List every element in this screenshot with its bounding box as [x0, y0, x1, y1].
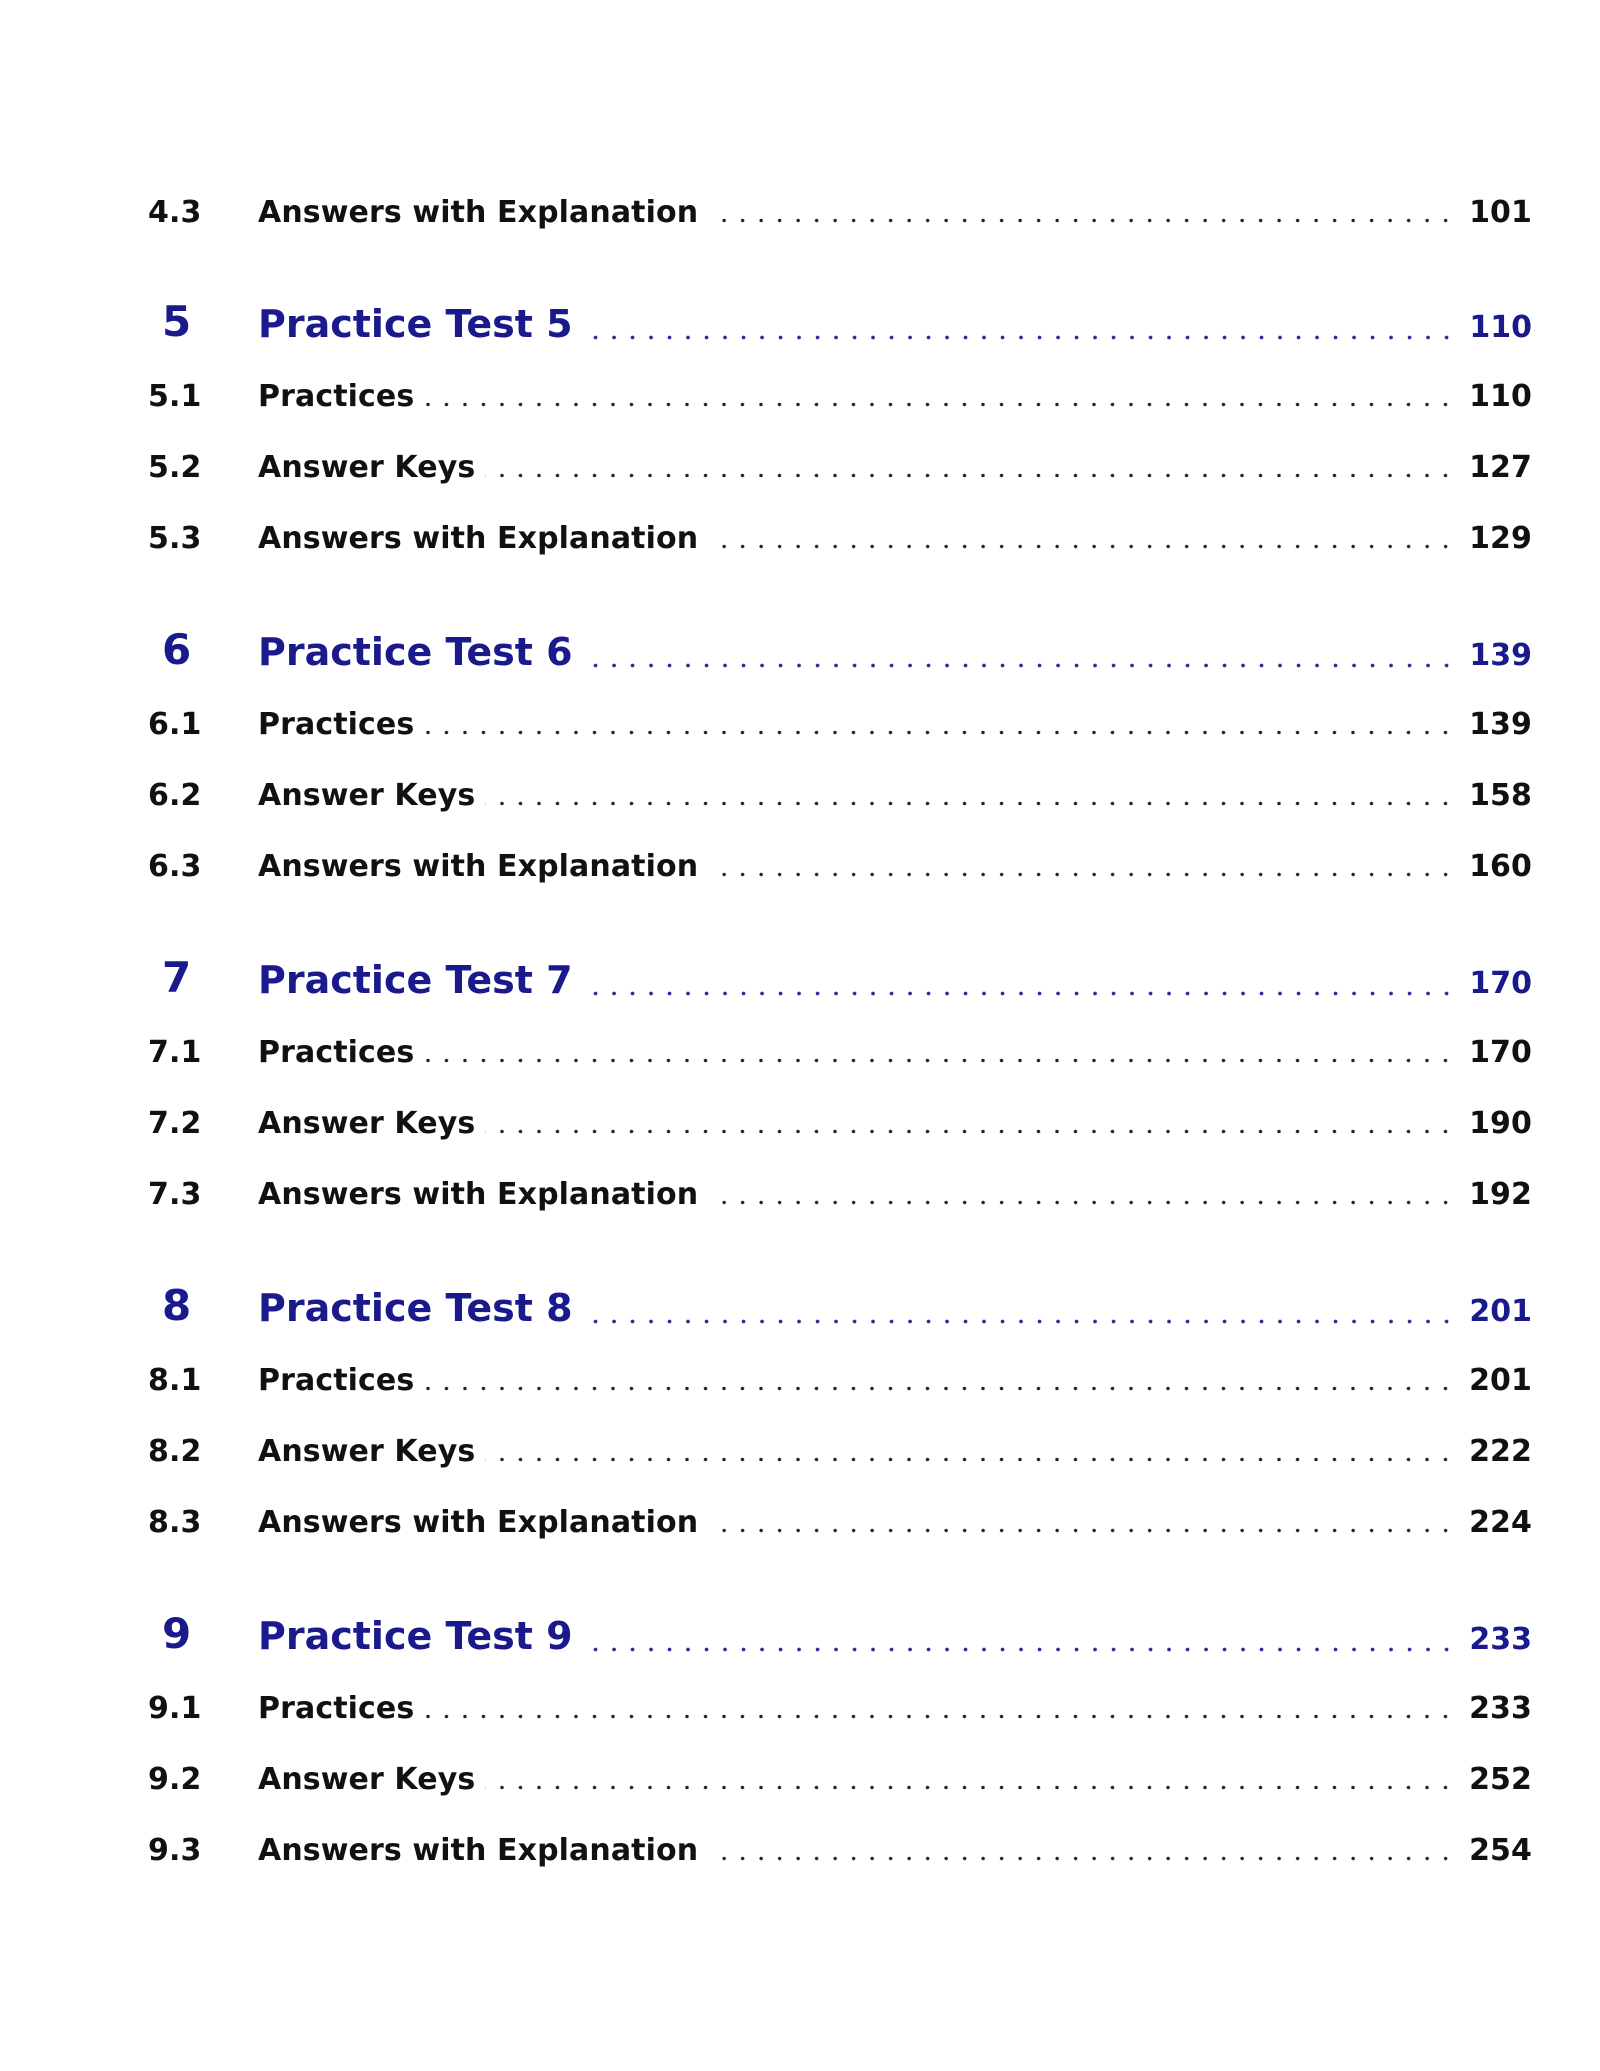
toc-entry-8-2[interactable] [148, 1429, 1532, 1469]
dot-leader [424, 1058, 1455, 1063]
section-number: 4.3 [148, 195, 202, 230]
dot-leader [708, 1856, 1455, 1861]
toc-chapter-5[interactable] [148, 292, 1532, 346]
toc-entry-7-1[interactable] [148, 1030, 1532, 1070]
section-title: Answers with Explanation [258, 1833, 699, 1868]
dot-leader [708, 1200, 1455, 1205]
dot-leader [485, 1129, 1455, 1134]
page-number: 170 [1469, 966, 1532, 1001]
toc-chapter-6[interactable] [148, 620, 1532, 674]
chapter-number: 9 [162, 1609, 192, 1658]
chapter-title: Practice Test 5 [258, 302, 573, 346]
toc-entry-7-3[interactable] [148, 1172, 1532, 1212]
section-number: 8.3 [148, 1505, 202, 1540]
dot-leader [708, 218, 1455, 223]
dot-leader [708, 872, 1455, 877]
chapter-title: Practice Test 8 [258, 1286, 573, 1330]
section-title: Answers with Explanation [258, 195, 699, 230]
toc-entry-9-2[interactable] [148, 1757, 1532, 1797]
dot-leader [583, 663, 1456, 668]
section-title: Practices [258, 379, 415, 414]
chapter-title: Practice Test 9 [258, 1614, 573, 1658]
page-number: 170 [1469, 1035, 1532, 1070]
toc-entry-5-1[interactable] [148, 374, 1532, 414]
toc-entry-6-3[interactable] [148, 844, 1532, 884]
section-title: Practices [258, 707, 415, 742]
dot-leader [424, 730, 1455, 735]
dot-leader [583, 1647, 1456, 1652]
section-title: Answers with Explanation [258, 849, 699, 884]
section-number: 9.3 [148, 1833, 202, 1868]
page-number: 222 [1469, 1434, 1532, 1469]
toc-entry-5-2[interactable] [148, 445, 1532, 485]
page-number: 254 [1469, 1833, 1532, 1868]
toc-chapter-7[interactable] [148, 948, 1532, 1002]
dot-leader [485, 1457, 1455, 1462]
chapter-number: 6 [162, 625, 192, 674]
page-number: 139 [1469, 638, 1532, 673]
section-number: 5.3 [148, 521, 202, 556]
section-title: Answers with Explanation [258, 1177, 699, 1212]
dot-leader [424, 1714, 1455, 1719]
dot-leader [583, 991, 1456, 996]
dot-leader [485, 1785, 1455, 1790]
section-number: 6.2 [148, 778, 202, 813]
page-number: 160 [1469, 849, 1532, 884]
page-number: 233 [1469, 1691, 1532, 1726]
toc-entry-7-2[interactable] [148, 1101, 1532, 1141]
section-number: 5.1 [148, 379, 202, 414]
section-number: 7.2 [148, 1106, 202, 1141]
section-title: Answer Keys [258, 1762, 476, 1797]
dot-leader [424, 1386, 1455, 1391]
page-number: 252 [1469, 1762, 1532, 1797]
section-title: Answers with Explanation [258, 521, 699, 556]
page-number: 190 [1469, 1106, 1532, 1141]
section-number: 8.2 [148, 1434, 202, 1469]
chapter-number: 5 [162, 297, 192, 346]
toc-entry-9-1[interactable] [148, 1686, 1532, 1726]
section-number: 7.3 [148, 1177, 202, 1212]
page-number: 129 [1469, 521, 1532, 556]
toc-entry-9-3[interactable] [148, 1828, 1532, 1868]
section-title: Answer Keys [258, 450, 476, 485]
chapter-number: 8 [162, 1281, 192, 1330]
toc-entry-6-1[interactable] [148, 702, 1532, 742]
section-title: Answer Keys [258, 1106, 476, 1141]
toc-entry-6-2[interactable] [148, 773, 1532, 813]
toc-entry-8-3[interactable] [148, 1500, 1532, 1540]
chapter-number: 7 [162, 953, 192, 1002]
dot-leader [708, 544, 1455, 549]
section-title: Answer Keys [258, 1434, 476, 1469]
section-number: 6.1 [148, 707, 202, 742]
page-number: 201 [1469, 1294, 1532, 1329]
dot-leader [583, 1319, 1456, 1324]
chapter-title: Practice Test 6 [258, 630, 573, 674]
page-number: 192 [1469, 1177, 1532, 1212]
section-number: 8.1 [148, 1363, 202, 1398]
page-number: 101 [1469, 195, 1532, 230]
section-title: Answers with Explanation [258, 1505, 699, 1540]
toc-chapter-9[interactable] [148, 1604, 1532, 1658]
dot-leader [708, 1528, 1455, 1533]
dot-leader [583, 335, 1456, 340]
section-number: 9.1 [148, 1691, 202, 1726]
dot-leader [424, 402, 1455, 407]
section-number: 6.3 [148, 849, 202, 884]
page-number: 127 [1469, 450, 1532, 485]
section-title: Practices [258, 1691, 415, 1726]
section-number: 5.2 [148, 450, 202, 485]
section-number: 7.1 [148, 1035, 202, 1070]
toc-entry-8-1[interactable] [148, 1358, 1532, 1398]
page-number: 110 [1469, 310, 1532, 345]
toc-entry-5-3[interactable] [148, 516, 1532, 556]
section-title: Practices [258, 1363, 415, 1398]
page-number: 224 [1469, 1505, 1532, 1540]
page-number: 233 [1469, 1622, 1532, 1657]
dot-leader [485, 801, 1455, 806]
page-number: 158 [1469, 778, 1532, 813]
toc-chapter-8[interactable] [148, 1276, 1532, 1330]
toc-entry-4-3[interactable] [148, 190, 1532, 230]
chapter-title: Practice Test 7 [258, 958, 573, 1002]
dot-leader [485, 473, 1455, 478]
section-number: 9.2 [148, 1762, 202, 1797]
section-title: Practices [258, 1035, 415, 1070]
page-number: 139 [1469, 707, 1532, 742]
page-number: 110 [1469, 379, 1532, 414]
section-title: Answer Keys [258, 778, 476, 813]
page-number: 201 [1469, 1363, 1532, 1398]
